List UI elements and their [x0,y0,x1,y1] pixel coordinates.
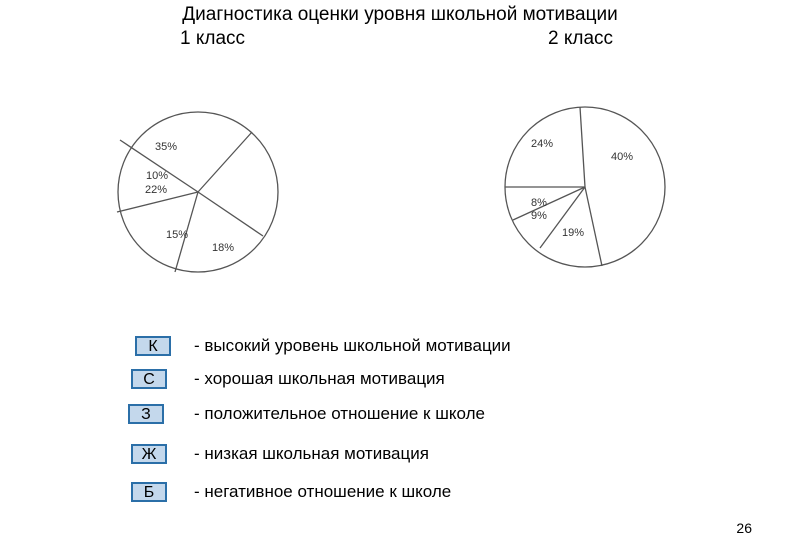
class-1-label: 1 класс [180,28,246,49]
pie-label-class-2-slice: 24% [531,138,554,150]
pie-label-class-1-slice: 15% [166,229,189,241]
legend-item [128,404,648,428]
legend-key: Ж [131,444,167,464]
legend-text: - положительное отношение к школе [194,404,485,423]
legend-item [128,444,648,468]
legend-item [128,336,648,360]
legend-key: Б [131,482,167,502]
slide-title: Диагностика оценки уровня школьной мотивации [182,4,618,25]
pie-label-class-2-slice: 19% [562,227,585,239]
pie-label-class-1-slice: 18% [212,242,235,254]
legend-item [128,369,648,393]
legend-key: К [135,336,171,356]
pie-label-class-2-slice: 9% [531,210,547,222]
pie-label-class-2-slice: 8% [531,197,547,209]
legend-key: З [128,404,164,424]
pie-label-class-1-slice: 35% [155,141,178,153]
pie-label-class-1-slice: 22% [145,184,168,196]
legend-text: - низкая школьная мотивация [194,444,429,463]
legend-item [128,482,648,506]
legend-text: - хорошая школьная мотивация [194,369,445,388]
legend-key: С [131,369,167,389]
pie-chart-class-1 [117,112,278,272]
legend-text: - негативное отношение к школе [194,482,452,501]
pie-label-class-2-slice: 40% [611,151,634,163]
pie-chart-class-2 [505,107,665,267]
legend-text: - высокий уровень школьной мотивации [194,336,511,355]
pie-label-class-1-slice: 10% [146,170,169,182]
class-2-label: 2 класс [548,28,614,49]
page-number: 26 [736,520,752,536]
